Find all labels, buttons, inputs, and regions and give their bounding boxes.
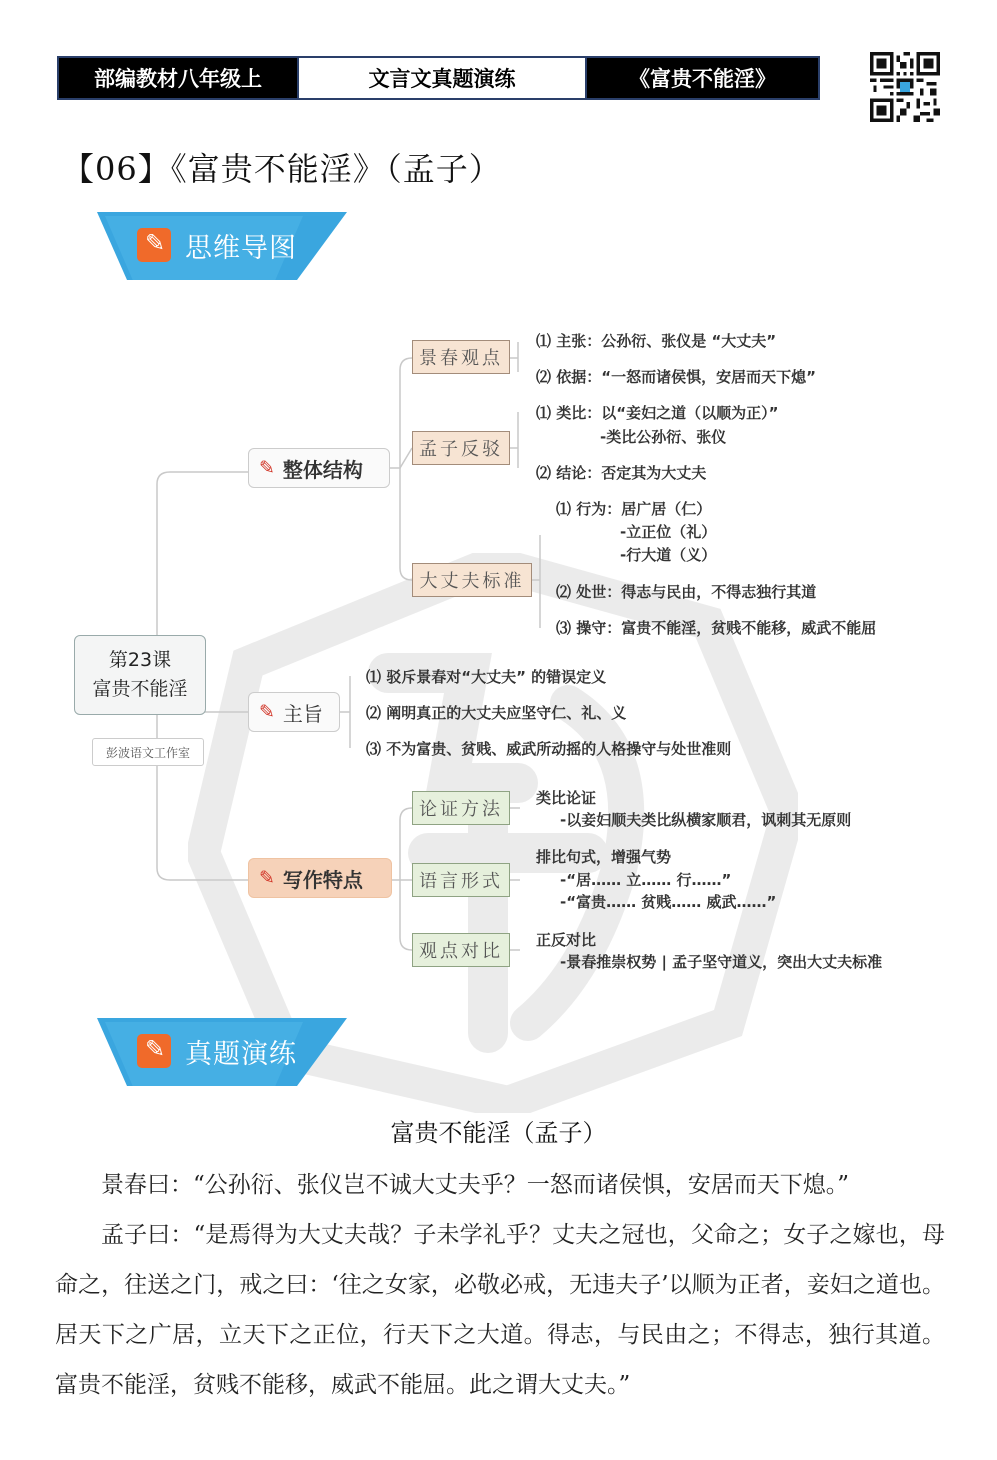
leaf-language-2: -“居…… 立…… 行……”	[560, 871, 732, 889]
leaf-mengzi-1: ⑴ 类比：以“妾妇之道（以顺为正）”	[536, 404, 779, 422]
node-contrast: 观点对比	[412, 933, 510, 967]
node-mengzi: 孟子反驳	[412, 431, 510, 465]
passage-paragraph-2: 孟子曰：“是焉得为大丈夫哉？子未学礼乎？丈夫之冠也，父命之；女子之嫁也，母命之，往送之门，戒之曰：‘往之女家，必敬必戒，无违夫子’以顺为正者，妾妇之道也。居天下之广居，立天下之正位，行天下之大道。得志，与民由之；不得志，独行其道。富贵不能淫，贫贱不能移，威武不能屈。此之谓大丈夫。”	[55, 1222, 945, 1398]
leaf-contrast-1: 正反对比	[536, 931, 597, 949]
leaf-mengzi-2: -类比公孙衍、张仪	[600, 428, 727, 446]
node-standard: 大丈夫标准	[412, 563, 532, 597]
node-writing-label: 写作特点	[282, 867, 363, 892]
center-lesson-number: 第23课	[108, 649, 172, 671]
header-lesson: 《富贵不能淫》	[587, 58, 818, 98]
mindmap-banner-label: 思维导图	[185, 233, 297, 264]
practice-banner-label: 真题演练	[185, 1039, 297, 1070]
leaf-jingchun-2: ⑵ 依据：“一怒而诸侯惧，安居而天下熄”	[536, 368, 816, 386]
node-jingchun: 景春观点	[412, 340, 510, 374]
node-theme-label: 主旨	[282, 701, 323, 726]
node-language: 语言形式	[412, 863, 510, 897]
pencil-icon	[137, 1034, 171, 1068]
node-theme	[248, 692, 340, 732]
pencil-icon: ✎	[259, 701, 275, 723]
center-lesson-title: 富贵不能淫	[92, 678, 188, 700]
header-grade: 部编教材八年级上	[59, 58, 297, 98]
practice-banner	[97, 1018, 347, 1086]
passage-title	[0, 1113, 997, 1148]
passage-paragraph-1: 景春曰：“公孙衍、张仪岂不诚大丈夫乎？一怒而诸侯惧，安居而天下熄。”	[101, 1172, 850, 1198]
pencil-icon: ✎	[259, 457, 275, 479]
passage-author: （孟子）	[510, 1119, 607, 1147]
leaf-standard-2: -立正位（礼）	[620, 523, 717, 541]
node-argument: 论证方法	[412, 791, 510, 825]
leaf-theme-1: ⑴ 驳斥景春对“大丈夫” 的错误定义	[366, 668, 607, 686]
node-writing	[248, 858, 392, 898]
node-structure	[248, 448, 390, 488]
leaf-contrast-2: -景春推崇权势 | 孟子坚守道义，突出大丈夫标准	[560, 953, 883, 971]
leaf-mengzi-3: ⑵ 结论：否定其为大丈夫	[536, 464, 707, 482]
pencil-icon: ✎	[259, 867, 275, 889]
node-structure-label: 整体结构	[282, 457, 363, 482]
mindmap-center-node	[74, 635, 206, 715]
passage-title-text: 富贵不能淫	[390, 1119, 511, 1147]
leaf-standard-3: -行大道（义）	[620, 546, 717, 564]
leaf-theme-2: ⑵ 阐明真正的大丈夫应坚守仁、礼、义	[366, 704, 627, 722]
studio-tag: 彭波语文工作室	[92, 738, 204, 766]
leaf-language-1: 排比句式，增强气势	[536, 848, 672, 866]
leaf-standard-4: ⑵ 处世：得志与民由，不得志独行其道	[556, 583, 817, 601]
lesson-title: 【06】《富贵不能淫》（孟子）	[62, 150, 502, 188]
leaf-standard-1: ⑴ 行为：居广居（仁）	[556, 500, 712, 518]
leaf-language-3: -“富贵…… 贫贱…… 威武……”	[560, 893, 777, 911]
leaf-argument-1: 类比论证	[536, 789, 597, 807]
header-section: 文言文真题演练	[297, 58, 587, 98]
leaf-theme-3: ⑶ 不为富贵、贫贱、威武所动摇的人格操守与处世准则	[366, 740, 732, 758]
leaf-jingchun-1: ⑴ 主张：公孙衍、张仪是 “大丈夫”	[536, 332, 777, 350]
leaf-argument-2: -以妾妇顺夫类比纵横家顺君，讽刺其无原则	[560, 811, 852, 829]
passage-body	[55, 1160, 945, 1410]
leaf-standard-5: ⑶ 操守：富贵不能淫，贫贱不能移，威武不能屈	[556, 619, 877, 637]
